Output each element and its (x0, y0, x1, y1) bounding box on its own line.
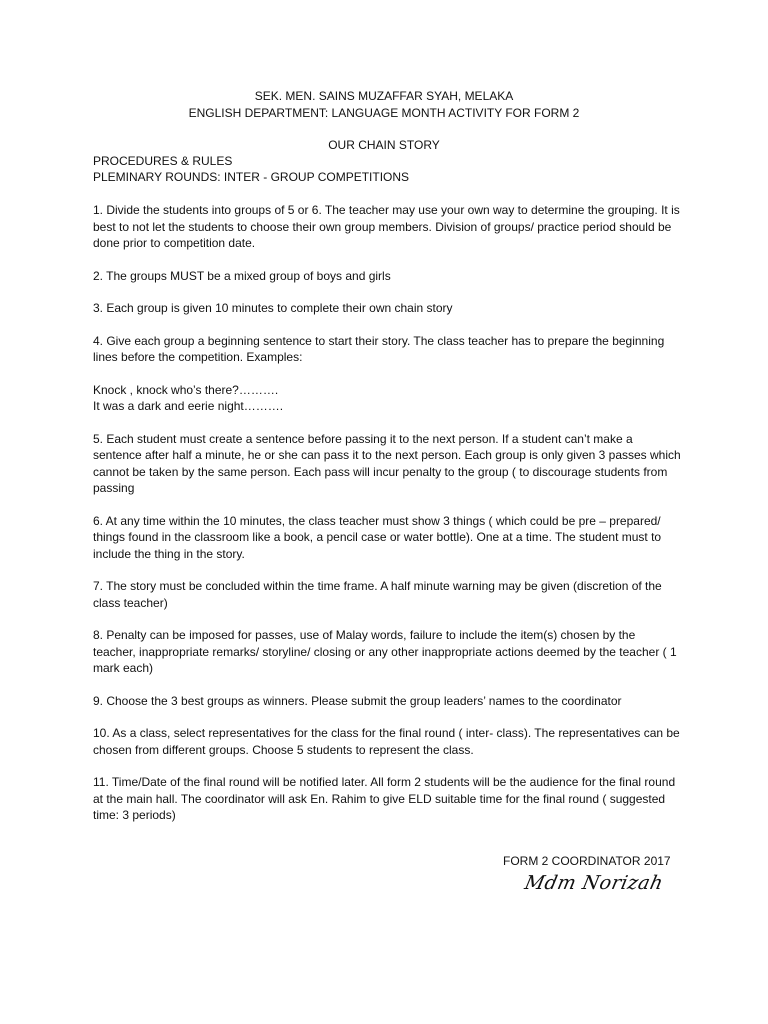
rule-2: 2. The groups MUST be a mixed group of boys and girls (93, 268, 391, 283)
signature: Mdm Norizah (522, 872, 666, 894)
rule-7: 7. The story must be concluded within the time frame. A half minute warning may be given (discretion of the class teacher) (93, 579, 662, 610)
procedures-heading: PROCEDURES & RULES (93, 154, 233, 168)
examples (93, 382, 681, 415)
rule-8: 8. Penalty can be imposed for passes, use of Malay words, failure to include the item(s) chosen by the teacher, inappropriate remarks/ storyline/ closing or any other inappropriate actions deemed by the teacher ( 1 mark each) (93, 628, 677, 675)
rule-4: 4. Give each group a beginning sentence to start their story. The class teacher has to prepare the beginning lines before the competition. Examples: (93, 333, 665, 364)
rules-list (93, 202, 681, 840)
rule-10: 10. As a class, select representatives for the class for the final round ( inter- class). The representatives can be chosen from different groups. Choose 5 students to represent the class. (93, 726, 680, 757)
coordinator-title: FORM 2 COORDINATOR 2017 (503, 854, 671, 868)
rule-3: 3. Each group is given 10 minutes to complete their own chain story (93, 301, 453, 315)
rule-11: 11. Time/Date of the final round will be notified later. All form 2 students will be the audience for the final round at the main hall. The coordinator will ask En. Rahim to give ELD suitable time for the final round ( suggested time: 3 periods) (93, 775, 676, 822)
document-header (0, 88, 768, 122)
department-line: ENGLISH DEPARTMENT: LANGUAGE MONTH ACTIVITY FOR FORM 2 (188, 106, 580, 120)
rounds-heading: PLEMINARY ROUNDS: INTER - GROUP COMPETITIONS (93, 170, 410, 184)
story-title: OUR CHAIN STORY (328, 138, 440, 152)
rule-9: 9. Choose the 3 best groups as winners. Please submit the group leaders’ names to the coordinator (93, 693, 622, 708)
rule-6: 6. At any time within the 10 minutes, the class teacher must show 3 things ( which could be pre – prepared/ things found in the classroom like a book, a pencil case or water bottle). One at a time. The student must to include the thing in the story. (93, 513, 662, 561)
example-2: It was a dark and eerie night………. (93, 399, 284, 413)
school-name: SEK. MEN. SAINS MUZAFFAR SYAH, MELAKA (254, 89, 514, 103)
example-1: Knock , knock who’s there?………. (93, 382, 279, 397)
rule-5: 5. Each student must create a sentence before passing it to the next person. If a student can’t make a sentence after half a minute, he or she can pass it to the next person. Each group is only given 3 passes which cannot be taken by the same person. Each pass will incur penalty to the group ( to discourage students from passing (93, 431, 681, 495)
rule-1: 1. Divide the students into groups of 5 or 6. The teacher may use your own way to determine the grouping. It is best to not let the students to choose their own group members. Division of groups/ practice period should be done prior to competition date. (93, 203, 680, 250)
